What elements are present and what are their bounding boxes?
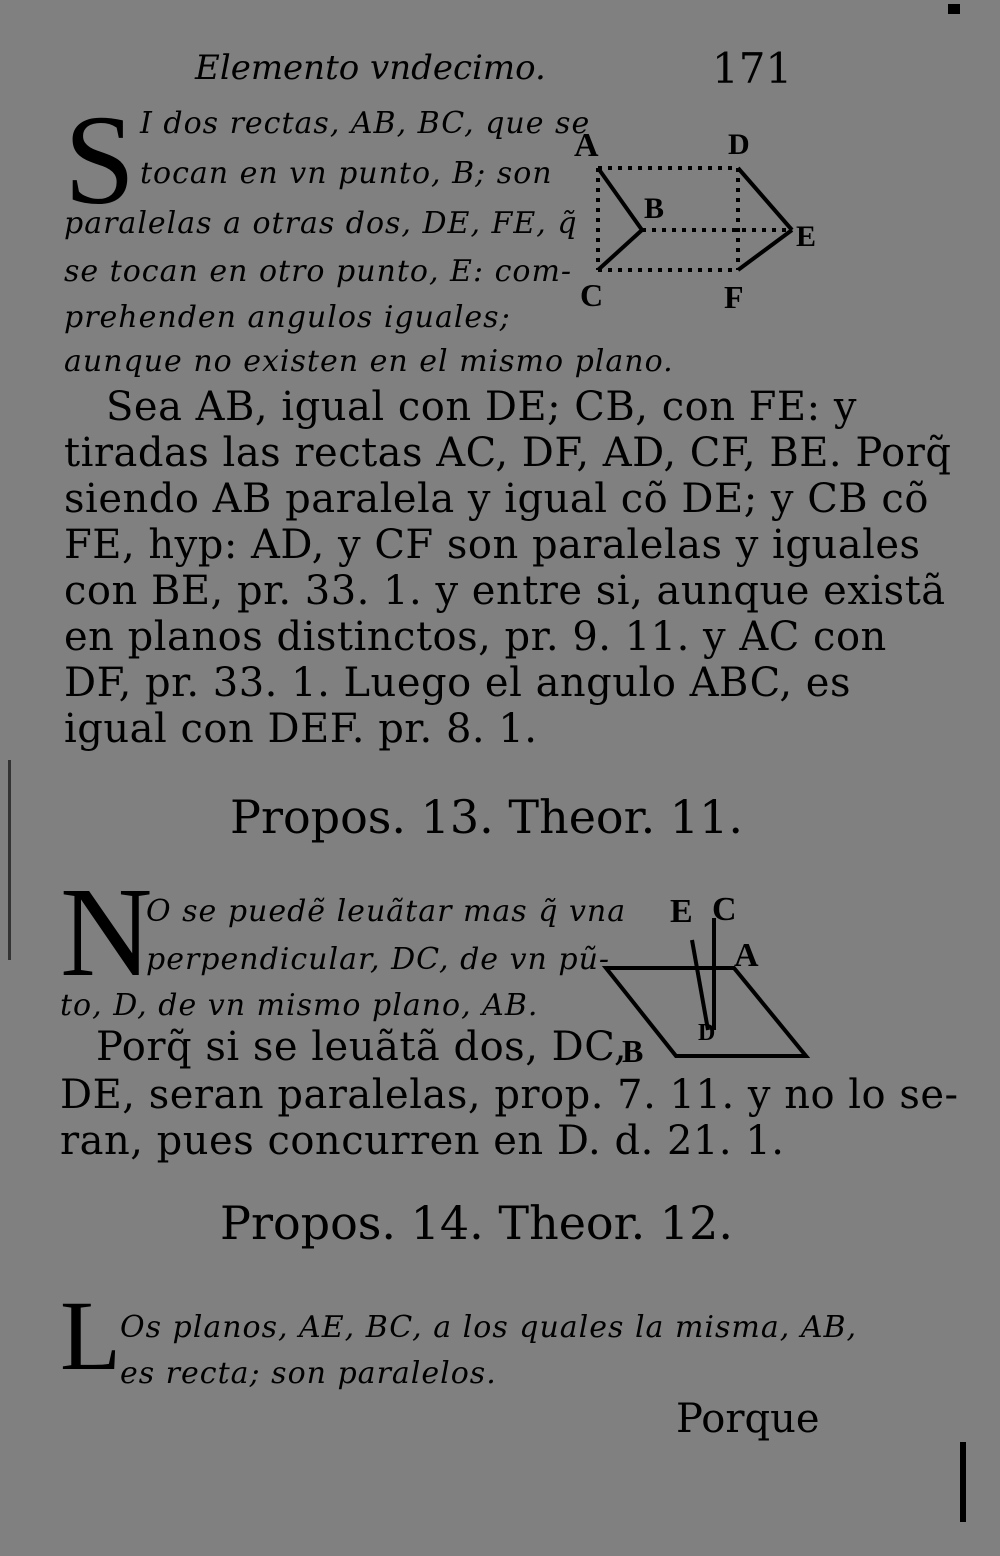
label-b: B: [622, 1033, 644, 1069]
proof-line: igual con DEF. pr. 8. 1.: [64, 706, 538, 752]
enunciation-line: prehenden angulos iguales;: [64, 300, 511, 335]
enunciation-line: se tocan en otro punto, E: com-: [64, 254, 573, 289]
label-a: A: [734, 937, 759, 974]
prism-figure: [560, 110, 850, 320]
proof-line: tiradas las rectas AC, DF, AD, CF, BE. Porq̃: [64, 430, 952, 476]
drop-cap-l: L: [60, 1280, 122, 1391]
proof-line: Porq̃ si se leuãtã dos, DC,: [96, 1024, 628, 1070]
label-e: E: [670, 893, 693, 930]
enunciation-line: O se puedẽ leuãtar mas q̃ vna: [146, 894, 627, 929]
catchword: Porque: [676, 1396, 820, 1442]
enunciation-line: aunque no existen en el mismo plano.: [64, 344, 674, 379]
drop-cap-s: S: [64, 89, 136, 231]
enunciation-line: es recta; son paralelos.: [120, 1356, 497, 1391]
page-number: 171: [712, 44, 793, 93]
proof-line: siendo AB paralela y igual cõ DE; y CB cõ: [64, 476, 929, 522]
proof-line: DF, pr. 33. 1. Luego el angulo ABC, es: [64, 660, 851, 706]
running-title: Elemento vndecimo.: [195, 48, 546, 88]
drop-cap-n: N: [60, 861, 153, 1003]
proof-line: en planos distinctos, pr. 9. 11. y AC con: [64, 614, 887, 660]
proof-line: ran, pues concurren en D. d. 21. 1.: [60, 1118, 785, 1164]
scan-mark: [948, 4, 960, 14]
label-a: A: [574, 127, 599, 164]
proof-line: Sea AB, igual con DE; CB, con FE: y: [106, 384, 857, 430]
proof-line: DE, seran paralelas, prop. 7. 11. y no lo se-: [60, 1072, 959, 1118]
proposition-heading: Propos. 14. Theor. 12.: [220, 1196, 733, 1250]
enunciation-line: tocan en vn punto, B; son: [140, 156, 553, 191]
proposition-heading: Propos. 13. Theor. 11.: [230, 790, 743, 844]
enunciation-line: I dos rectas, AB, BC, que se: [140, 106, 591, 141]
scan-mark: [960, 1442, 966, 1522]
proof-line: con BE, pr. 33. 1. y entre si, aunque existã: [64, 568, 946, 614]
enunciation-line: Os planos, AE, BC, a los quales la misma, AB,: [120, 1310, 858, 1345]
label-b: B: [644, 192, 665, 225]
label-d: D: [698, 1020, 716, 1046]
scan-mark: [8, 760, 11, 960]
perpendicular-figure: [600, 880, 840, 1070]
label-d: D: [728, 128, 750, 161]
enunciation-line: perpendicular, DC, de vn pũ-: [146, 942, 611, 977]
label-c: C: [712, 891, 737, 928]
label-e: E: [796, 220, 817, 253]
label-c: C: [580, 277, 604, 313]
enunciation-line: paralelas a otras dos, DE, FE, q̃: [64, 206, 578, 241]
label-f: F: [724, 279, 744, 315]
enunciation-line: to, D, de vn mismo plano, AB.: [60, 988, 539, 1023]
proof-line: FE, hyp: AD, y CF son paralelas y iguales: [64, 522, 921, 568]
